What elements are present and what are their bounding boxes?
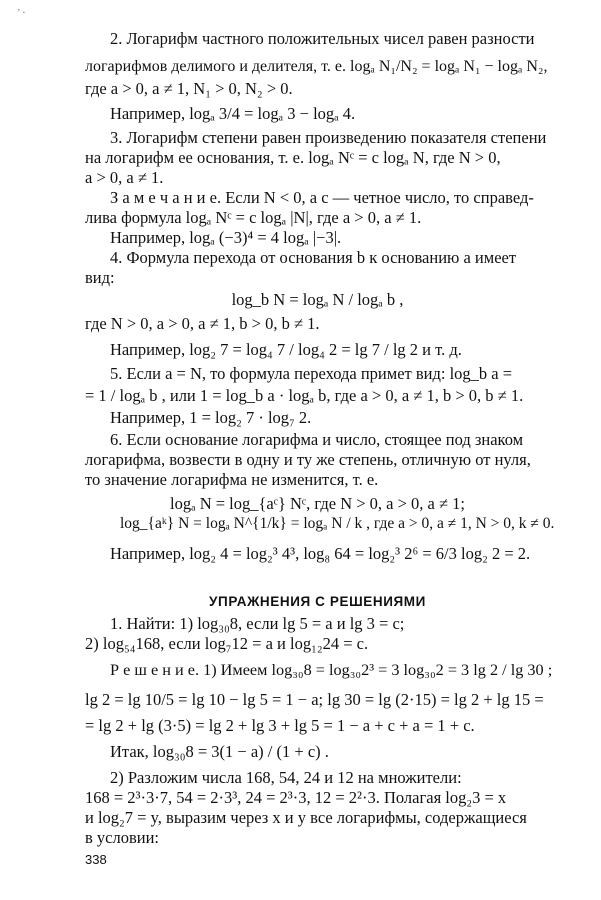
text-line: = 1 / logₐ b , или 1 = log_b a · logₐ b, где a > 0, a ≠ 1, b > 0, b ≠ 1.	[85, 386, 524, 405]
text-line: 2. Логарифм частного положительных чисел равен разности	[110, 29, 535, 48]
text-line: Например, logₐ (−3)⁴ = 4 logₐ |−3|.	[110, 228, 342, 247]
text-line: Например, log₂ 7 = log₄ 7 / log₄ 2 = lg 7 / lg 2 и т. д.	[110, 340, 462, 359]
text-line: 1. Найти: 1) log₃₀8, если lg 5 = a и lg 3 = c;	[110, 614, 405, 633]
text-line: a > 0, a ≠ 1.	[85, 168, 164, 187]
text-line: Итак, log₃₀8 = 3(1 − a) / (1 + c) .	[110, 742, 329, 761]
page-number: 338	[85, 852, 107, 867]
section-heading: УПРАЖНЕНИЯ С РЕШЕНИЯМИ	[209, 594, 426, 609]
text-line: lg 2 = lg 10/5 = lg 10 − lg 5 = 1 − a; lg 30 = lg (2·15) = lg 2 + lg 15 =	[85, 690, 544, 709]
text-line: Например, logₐ 3/4 = logₐ 3 − logₐ 4.	[110, 104, 356, 123]
corner-mark: ' ·	[18, 8, 26, 19]
text-line: и log₂7 = y, выразим через x и y все логарифмы, содержащиеся	[85, 808, 527, 827]
text-line: Например, 1 = log₂ 7 · log₇ 2.	[110, 408, 312, 427]
text-line: З а м е ч а н и е. Если N < 0, а c — четное число, то справед-	[110, 188, 534, 207]
text-line: Р е ш е н и е. 1) Имеем log₃₀8 = log₃₀2³ = 3 log₃₀2 = 3 lg 2 / lg 30 ;	[110, 661, 553, 679]
text-line: = lg 2 + lg (3·5) = lg 2 + lg 3 + lg 5 = 1 − a + c + a = 1 + c.	[85, 716, 475, 735]
text-line: логарифма, возвести в одну и ту же степень, отличную от нуля,	[85, 450, 531, 469]
formula-line: log_{aᵏ} N = logₐ N^{1/k} = logₐ N / k , где a > 0, a ≠ 1, N > 0, k ≠ 0.	[120, 515, 555, 532]
text-line: 4. Формула перехода от основания b к основанию a имеет	[110, 248, 517, 267]
text-line: вид:	[85, 268, 115, 287]
formula-line: log_b N = logₐ N / logₐ b ,	[231, 290, 404, 309]
text-line: логарифмов делимого и делителя, т. е. logₐ N₁/N₂ = logₐ N₁ − logₐ N₂,	[85, 58, 548, 75]
text-line: где a > 0, a ≠ 1, N₁ > 0, N₂ > 0.	[85, 79, 293, 98]
formula-line: logₐ N = log_{aᶜ} Nᶜ, где N > 0, a > 0, a ≠ 1;	[169, 494, 466, 513]
text-line: 2) Разложим числа 168, 54, 24 и 12 на множители:	[110, 768, 462, 787]
text-line: 2) log₅₄168, если log₇12 = a и log₁₂24 = c.	[85, 634, 369, 653]
text-line: 3. Логарифм степени равен произведению показателя степени	[110, 128, 547, 147]
text-line: 6. Если основание логарифма и число, стоящее под знаком	[110, 430, 524, 449]
formula-line: Например, log₂ 4 = log₂³ 4³, log₈ 64 = log₂³ 2⁶ = 6/3 log₂ 2 = 2.	[110, 544, 531, 563]
text-line: 168 = 2³·3·7, 54 = 2·3³, 24 = 2³·3, 12 = 2²·3. Полагая log₂3 = x	[85, 788, 507, 807]
text-line: то значение логарифма не изменится, т. е.	[85, 470, 379, 489]
text-line: где N > 0, a > 0, a ≠ 1, b > 0, b ≠ 1.	[85, 314, 320, 333]
text-line: в условии:	[85, 828, 160, 847]
text-line: на логарифм ее основания, т. е. logₐ Nᶜ = c logₐ N, где N > 0,	[85, 148, 501, 167]
text-line: лива формула logₐ Nᶜ = c logₐ |N|, где a > 0, a ≠ 1.	[85, 208, 422, 227]
text-line: 5. Если a = N, то формула перехода примет вид: log_b a =	[110, 364, 513, 383]
